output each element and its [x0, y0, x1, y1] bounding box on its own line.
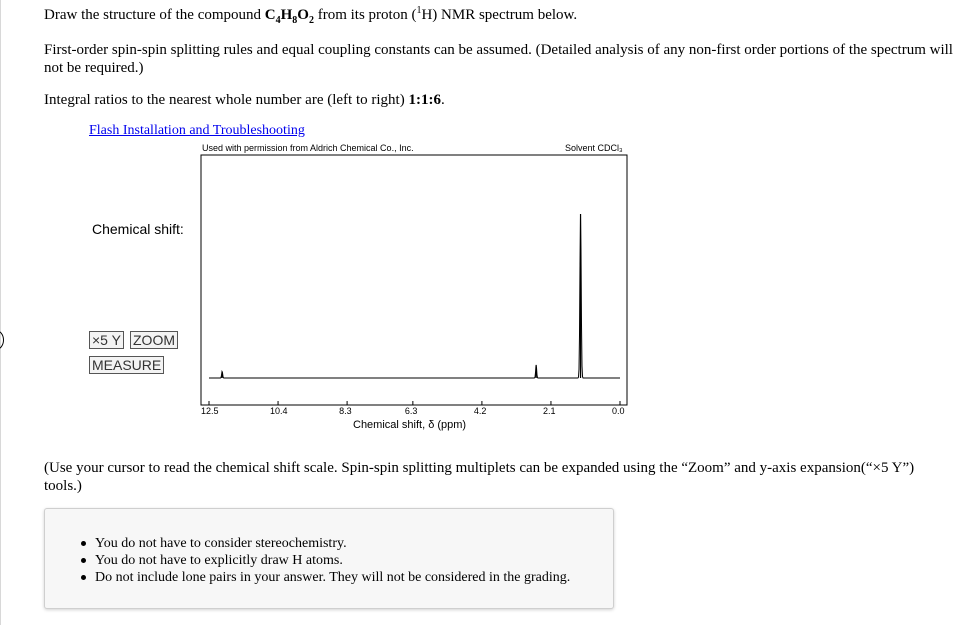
zoom-button[interactable]: ZOOM [130, 331, 178, 349]
question-line-3: Integral ratios to the nearest whole number are (left to right) 1:1:6. [44, 92, 445, 108]
molecular-formula: $C_4H_8O_2$ [264, 7, 314, 26]
instruction-text: (Use your cursor to read the chemical shift scale. Spin-spin splitting multiplets can be expanded using the “Zoom” and y-axis expansion(“×5 Y”) tools.) [44, 460, 915, 494]
x-tick-label: 2.1 [542, 406, 556, 416]
nmr-spectrum[interactable] [200, 154, 628, 406]
hint-item: You do not have to consider stereochemistry. [95, 535, 570, 552]
x-tick-label: 12.5 [201, 406, 219, 416]
permission-note: Used with permission from Aldrich Chemical Co., Inc. [202, 143, 414, 153]
x5-y-button[interactable]: ×5 Y [89, 331, 124, 349]
x-tick-label: 4.2 [473, 406, 487, 416]
question-text: Draw the structure of the compound [44, 7, 265, 23]
question-line-1: Draw the structure of the compound $C_4H_8O_2$ from its proton ($^1$H) NMR spectrum below. [44, 5, 578, 26]
hint-list [95, 535, 570, 586]
left-border [0, 0, 1, 625]
edge-arc-icon [0, 330, 4, 350]
x-tick-label: 10.4 [270, 406, 288, 416]
hint-box [44, 508, 614, 609]
measure-button[interactable]: MEASURE [89, 356, 164, 374]
chemical-shift-label: Chemical shift: [92, 221, 184, 237]
x-tick-label: 8.3 [339, 406, 352, 416]
hint-item: Do not include lone pairs in your answer. They will not be considered in the grading. [95, 570, 571, 585]
x-tick-label: 0.0 [612, 406, 625, 416]
hint-item: You do not have to explicitly draw H atoms. [95, 552, 570, 569]
integral-ratio: 1:1:6 [408, 92, 441, 108]
question-line-2: First-order spin-spin splitting rules and equal coupling constants can be assumed. (Detailed analysis of any non-first order portions of the spectrum will not be required.) [44, 42, 953, 76]
x-axis-title: Chemical shift, δ (ppm) [353, 419, 467, 431]
x-tick-label: 6.3 [404, 406, 418, 416]
flash-help-link[interactable]: Flash Installation and Troubleshooting [89, 123, 305, 138]
spectrum-frame [201, 155, 627, 405]
solvent-label: Solvent CDCl₃ [565, 143, 623, 153]
